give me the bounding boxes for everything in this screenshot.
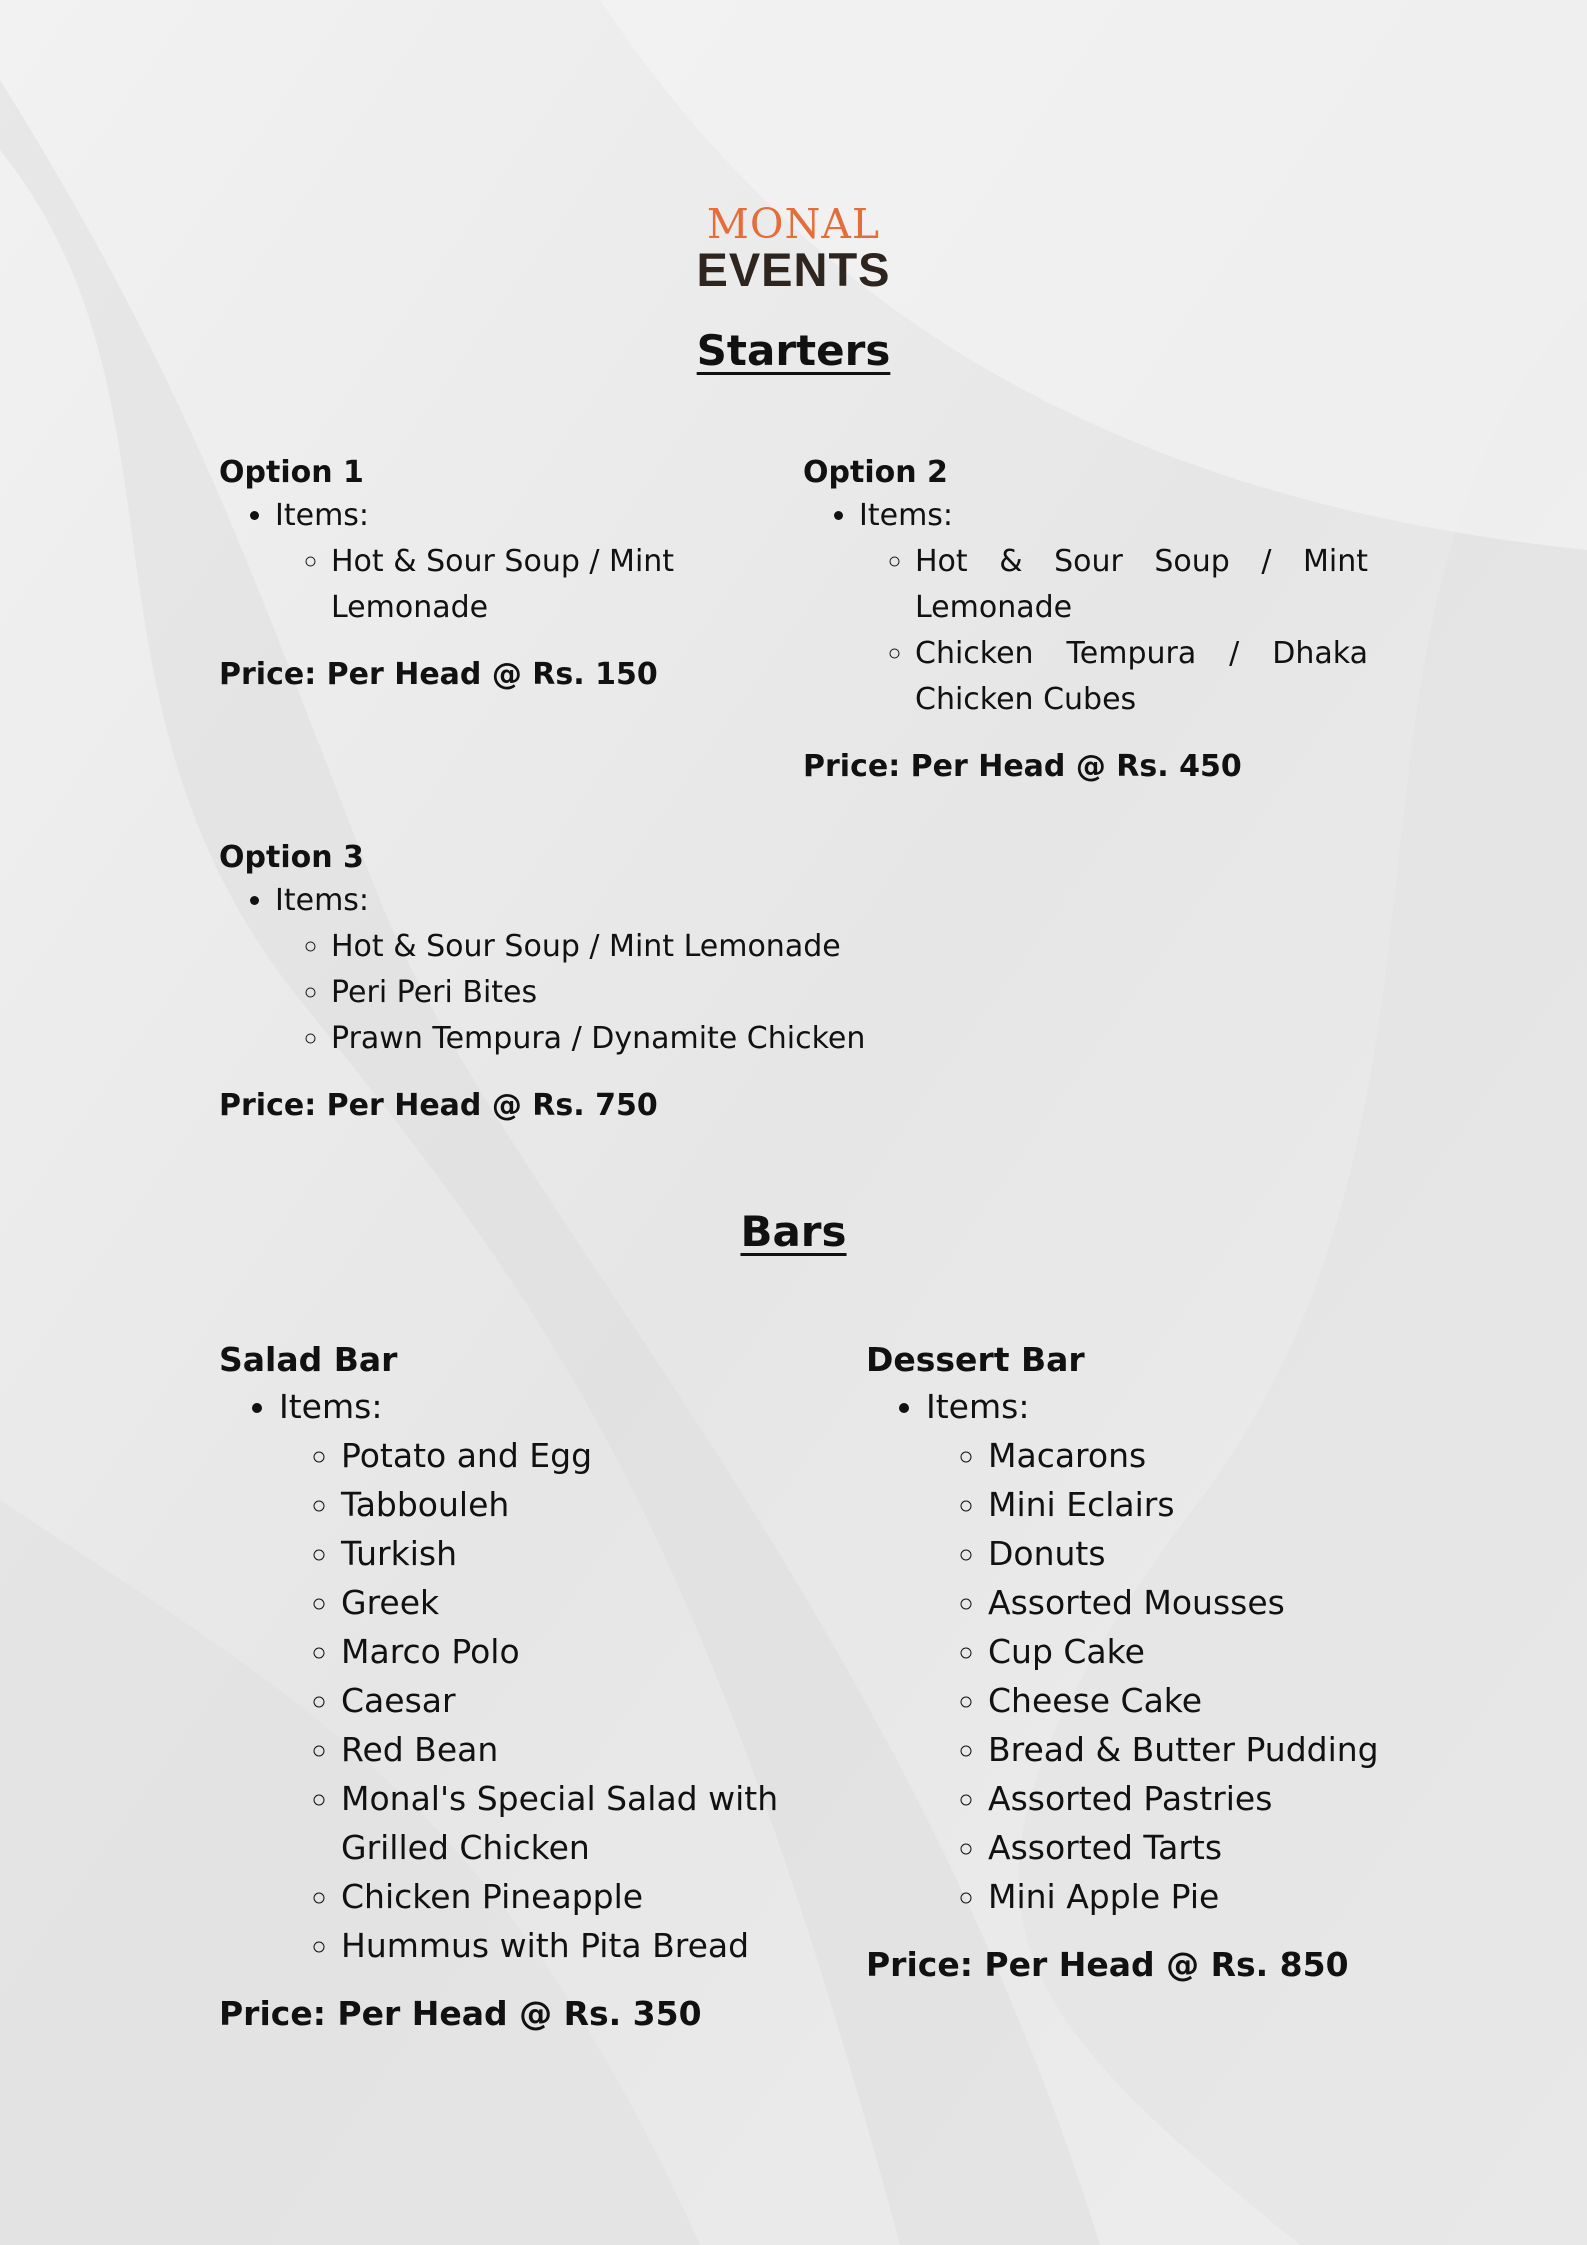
item-sublist xyxy=(279,1431,811,1970)
item-sublist xyxy=(275,539,679,631)
items-label-item xyxy=(859,493,1368,723)
starter-option-1 xyxy=(219,453,679,695)
list-item: ◦ Mini Apple Pie xyxy=(988,1872,1426,1921)
items-label-item xyxy=(279,1382,839,1970)
list-item: ◦ Greek xyxy=(341,1578,811,1627)
items-list xyxy=(219,1382,839,1970)
list-item: ◦ Hummus with Pita Bread xyxy=(341,1921,811,1970)
salad-bar xyxy=(219,1338,839,2034)
list-item: ◦ Cup Cake xyxy=(988,1627,1426,1676)
list-item: ◦ Assorted Mousses xyxy=(988,1578,1426,1627)
items-list xyxy=(803,493,1368,723)
list-item: ◦ Marco Polo xyxy=(341,1627,811,1676)
bar-title: Salad Bar xyxy=(219,1340,398,1379)
brand-logo-line1: MONAL xyxy=(706,200,881,248)
list-item: ◦ Mini Eclairs xyxy=(988,1480,1426,1529)
option-title: Option 2 xyxy=(803,455,948,490)
list-item: ◦ Red Bean xyxy=(341,1725,811,1774)
price: Price: Per Head @ Rs. 150 xyxy=(219,657,658,692)
items-label: Items: xyxy=(275,883,370,918)
list-item: ◦ Caesar xyxy=(341,1676,811,1725)
items-label-item xyxy=(275,878,1019,1062)
starter-option-2 xyxy=(803,453,1368,787)
price: Price: Per Head @ Rs. 350 xyxy=(219,1994,702,2033)
list-item: ◦ Chicken Tempura / Dhaka Chicken Cubes xyxy=(915,631,1368,723)
list-item: ◦ Peri Peri Bites xyxy=(331,970,1019,1016)
bar-title: Dessert Bar xyxy=(866,1340,1085,1379)
list-item: ◦ Potato and Egg xyxy=(341,1431,811,1480)
list-item: ◦ Turkish xyxy=(341,1529,811,1578)
items-list xyxy=(866,1382,1426,1921)
price: Price: Per Head @ Rs. 850 xyxy=(866,1945,1349,1984)
items-list xyxy=(219,878,1019,1062)
list-item: ◦ Hot & Sour Soup / Mint Lemonade xyxy=(915,539,1368,631)
price: Price: Per Head @ Rs. 450 xyxy=(803,749,1242,784)
brand-logo-line2: EVENTS xyxy=(696,243,891,296)
items-label: Items: xyxy=(859,498,954,533)
brand-logo xyxy=(0,202,1587,294)
starters-heading: Starters xyxy=(696,326,891,375)
item-sublist xyxy=(926,1431,1426,1921)
items-label-item xyxy=(275,493,679,631)
item-sublist xyxy=(275,924,1019,1062)
option-title: Option 1 xyxy=(219,455,364,490)
list-item: ◦ Assorted Pastries xyxy=(988,1774,1426,1823)
items-label-item xyxy=(926,1382,1426,1921)
items-label: Items: xyxy=(275,498,370,533)
list-item: ◦ Macarons xyxy=(988,1431,1426,1480)
starter-option-3 xyxy=(219,838,1019,1126)
items-label: Items: xyxy=(926,1387,1030,1426)
item-sublist xyxy=(859,539,1368,723)
option-title: Option 3 xyxy=(219,840,364,875)
list-item: ◦ Prawn Tempura / Dynamite Chicken xyxy=(331,1016,1019,1062)
list-item: ◦ Cheese Cake xyxy=(988,1676,1426,1725)
items-list xyxy=(219,493,679,631)
dessert-bar xyxy=(866,1338,1426,1985)
list-item: ◦ Hot & Sour Soup / Mint Lemonade xyxy=(331,539,679,631)
list-item: ◦ Bread & Butter Pudding xyxy=(988,1725,1426,1774)
list-item: ◦ Chicken Pineapple xyxy=(341,1872,811,1921)
list-item: ◦ Monal's Special Salad with Grilled Chicken xyxy=(341,1774,811,1872)
price: Price: Per Head @ Rs. 750 xyxy=(219,1088,658,1123)
list-item: ◦ Assorted Tarts xyxy=(988,1823,1426,1872)
items-label: Items: xyxy=(279,1387,383,1426)
list-item: ◦ Tabbouleh xyxy=(341,1480,811,1529)
list-item: ◦ Donuts xyxy=(988,1529,1426,1578)
list-item: ◦ Hot & Sour Soup / Mint Lemonade xyxy=(331,924,1019,970)
bars-heading: Bars xyxy=(740,1207,847,1256)
